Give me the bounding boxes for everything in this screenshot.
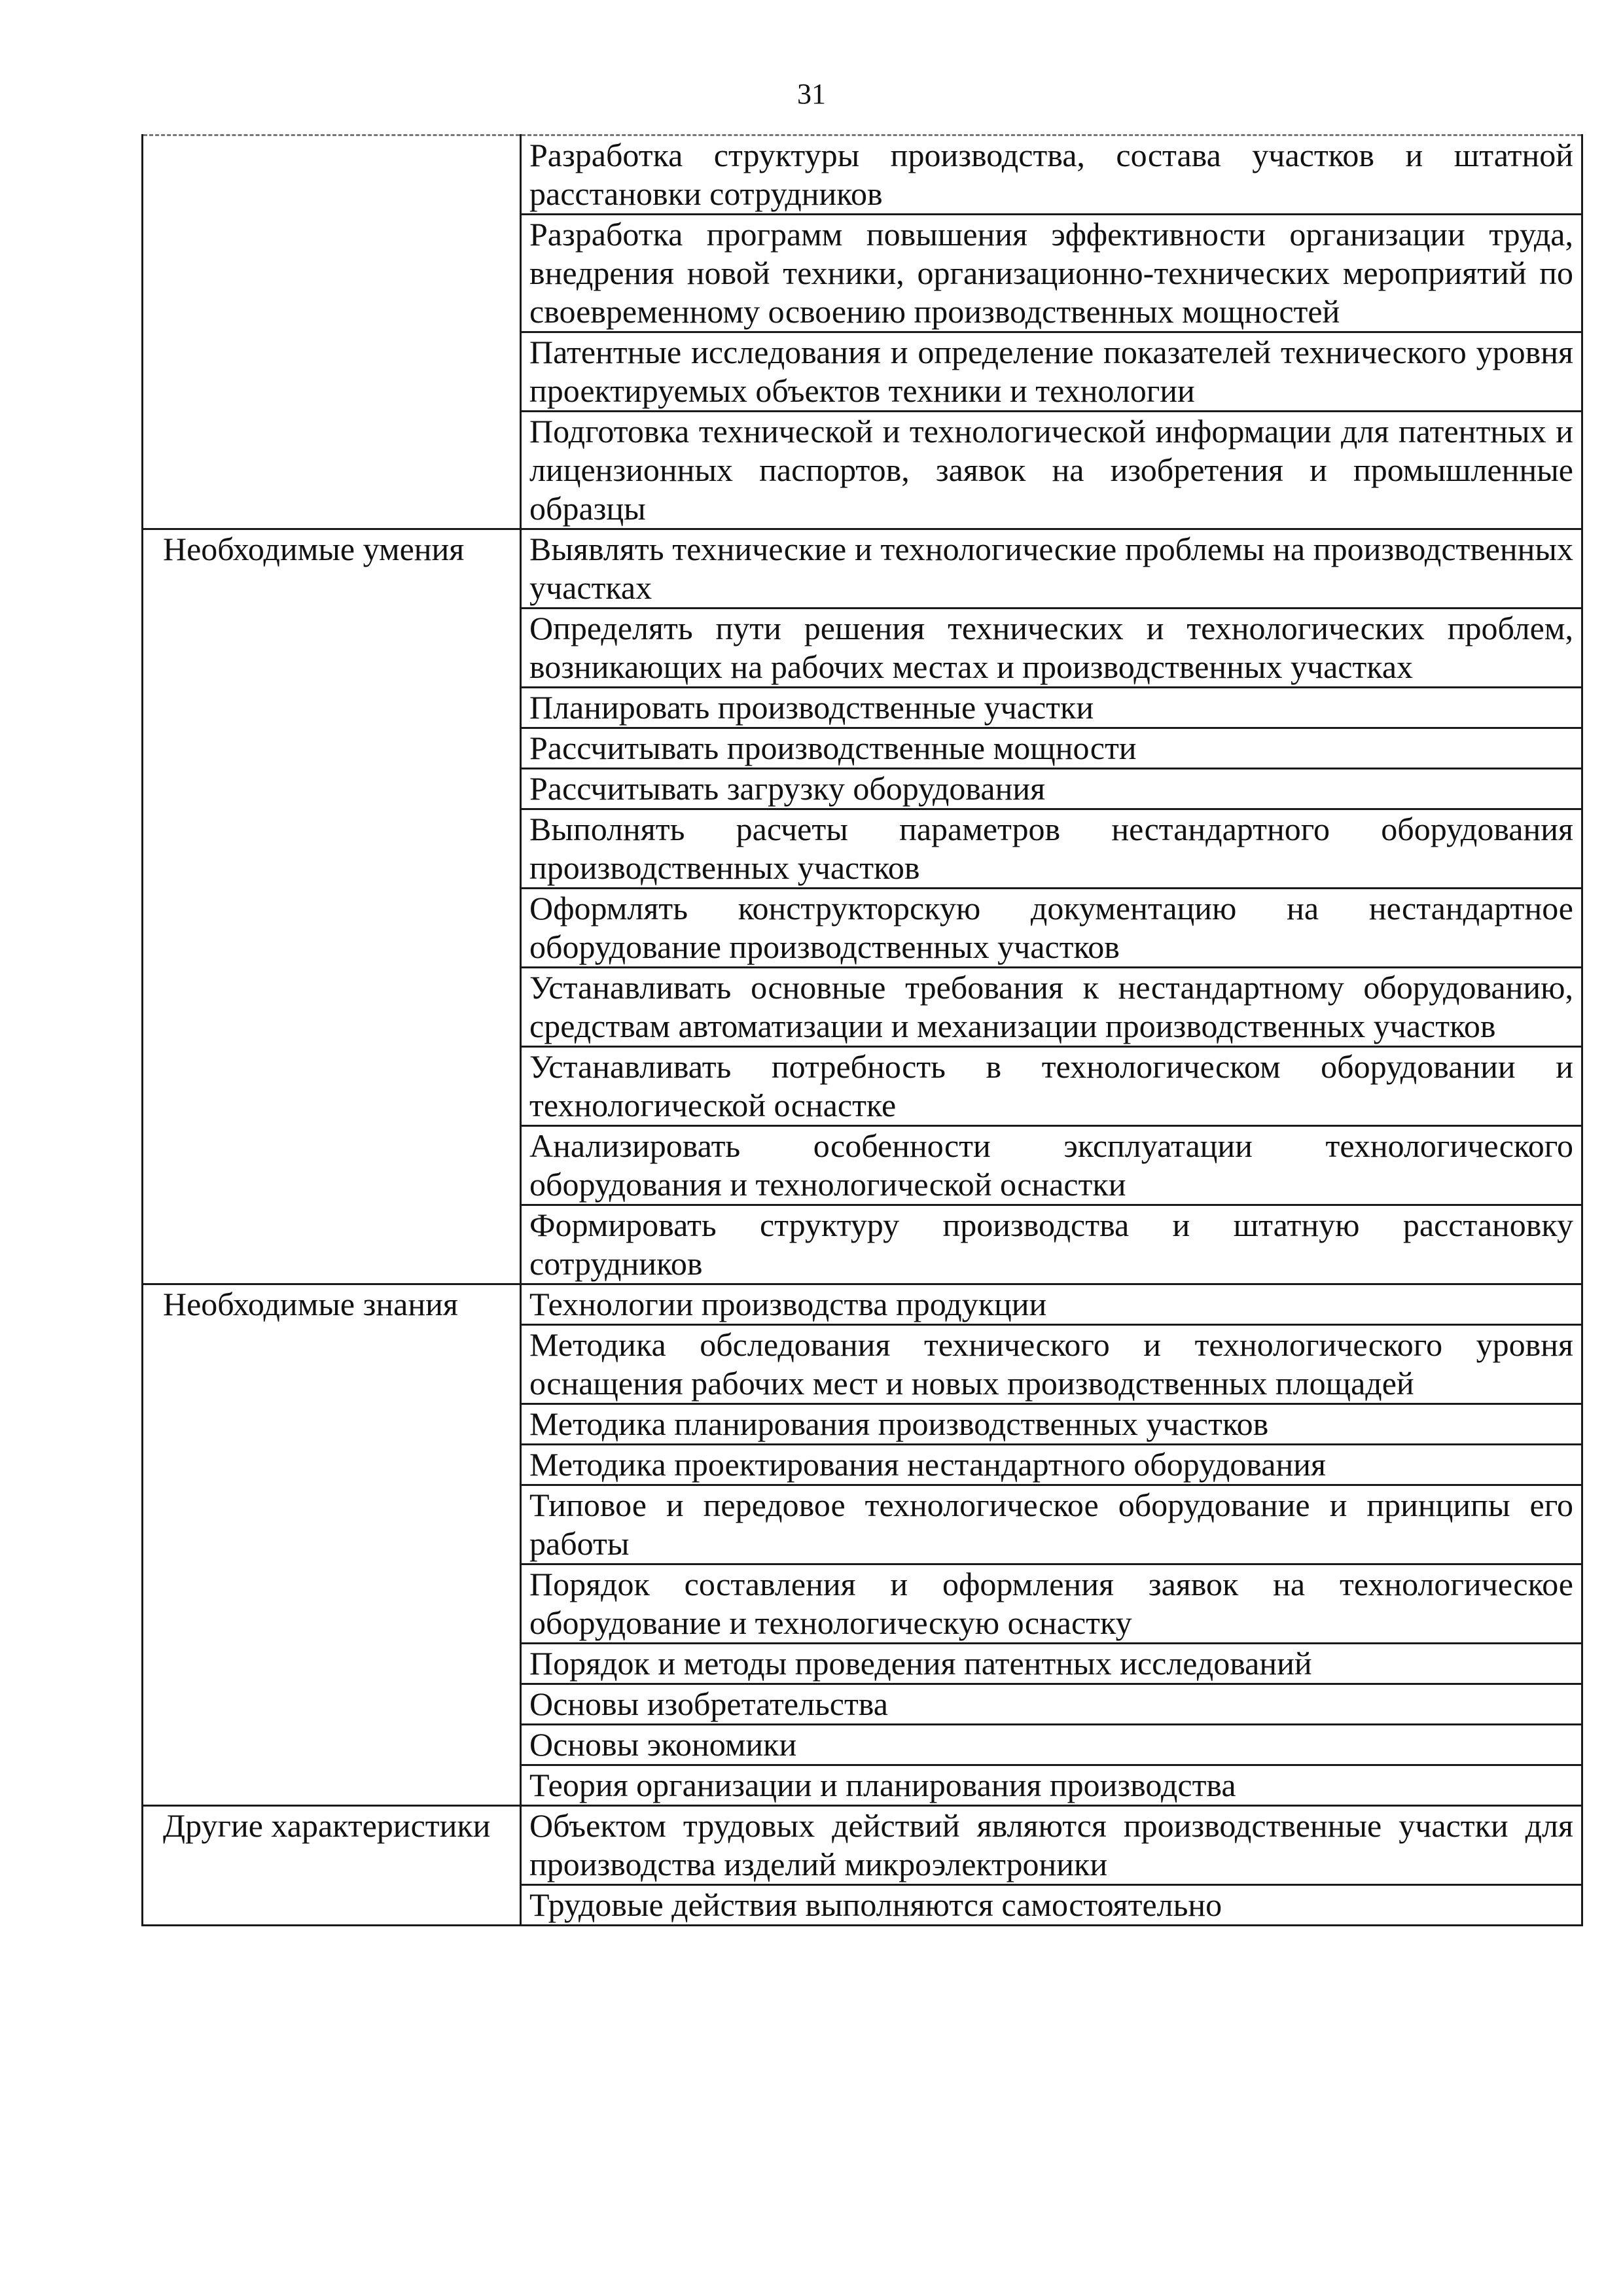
requirement-cell: Подготовка технической и технологической информации для патентных и лицензионных паспортов, заявок на изобретения и промышленные образцы bbox=[521, 412, 1582, 529]
requirement-cell: Рассчитывать производственные мощности bbox=[521, 728, 1582, 769]
section-label: Необходимые умения bbox=[143, 529, 521, 1284]
requirement-cell: Выявлять технические и технологические проблемы на производственных участках bbox=[521, 529, 1582, 609]
requirement-cell: Патентные исследования и определение показателей технического уровня проектируемых объектов техники и технологии bbox=[521, 332, 1582, 412]
page-number: 31 bbox=[797, 78, 826, 110]
section-label: Другие характеристики bbox=[143, 1806, 521, 1926]
requirement-cell: Устанавливать потребность в технологическом оборудовании и технологической оснастке bbox=[521, 1047, 1582, 1126]
table-row bbox=[143, 135, 1582, 215]
requirement-cell: Основы изобретательства bbox=[521, 1684, 1582, 1725]
requirement-cell: Методика проектирования нестандартного оборудования bbox=[521, 1445, 1582, 1485]
requirement-cell: Разработка структуры производства, состава участков и штатной расстановки сотрудников bbox=[521, 135, 1582, 215]
requirement-cell: Рассчитывать загрузку оборудования bbox=[521, 769, 1582, 809]
requirement-cell: Технологии производства продукции bbox=[521, 1284, 1582, 1325]
table-body bbox=[143, 135, 1582, 1926]
requirement-cell: Планировать производственные участки bbox=[521, 688, 1582, 728]
requirement-cell: Типовое и передовое технологическое оборудование и принципы его работы bbox=[521, 1485, 1582, 1564]
requirement-cell: Трудовые действия выполняются самостоятельно bbox=[521, 1885, 1582, 1926]
requirement-cell: Методика обследования технического и технологического уровня оснащения рабочих мест и новых производственных площадей bbox=[521, 1325, 1582, 1404]
requirement-cell: Оформлять конструкторскую документацию на нестандартное оборудование производственных участков bbox=[521, 889, 1582, 968]
requirement-cell: Формировать структуру производства и штатную расстановку сотрудников bbox=[521, 1205, 1582, 1284]
requirement-cell: Выполнять расчеты параметров нестандартного оборудования производственных участков bbox=[521, 809, 1582, 889]
requirement-cell: Разработка программ повышения эффективности организации труда, внедрения новой техники, организационно-технических мероприятий по своевременному освоению производственных мощностей bbox=[521, 215, 1582, 332]
requirement-cell: Основы экономики bbox=[521, 1725, 1582, 1765]
table-row bbox=[143, 529, 1582, 609]
labor-function-table bbox=[141, 134, 1583, 1926]
requirement-cell: Теория организации и планирования производства bbox=[521, 1765, 1582, 1806]
requirement-cell: Устанавливать основные требования к нестандартному оборудованию, средствам автоматизации и механизации производственных участков bbox=[521, 968, 1582, 1047]
table-row bbox=[143, 1284, 1582, 1325]
requirement-cell: Объектом трудовых действий являются производственные участки для производства изделий микроэлектроники bbox=[521, 1806, 1582, 1885]
section-label: Необходимые знания bbox=[143, 1284, 521, 1806]
section-label bbox=[143, 135, 521, 529]
requirement-cell: Определять пути решения технических и технологических проблем, возникающих на рабочих местах и производственных участках bbox=[521, 609, 1582, 688]
requirement-cell: Порядок составления и оформления заявок на технологическое оборудование и технологическую оснастку bbox=[521, 1564, 1582, 1644]
requirement-cell: Анализировать особенности эксплуатации технологического оборудования и технологической оснастки bbox=[521, 1126, 1582, 1205]
requirement-cell: Методика планирования производственных участков bbox=[521, 1404, 1582, 1445]
table-row bbox=[143, 1806, 1582, 1885]
requirement-cell: Порядок и методы проведения патентных исследований bbox=[521, 1644, 1582, 1684]
